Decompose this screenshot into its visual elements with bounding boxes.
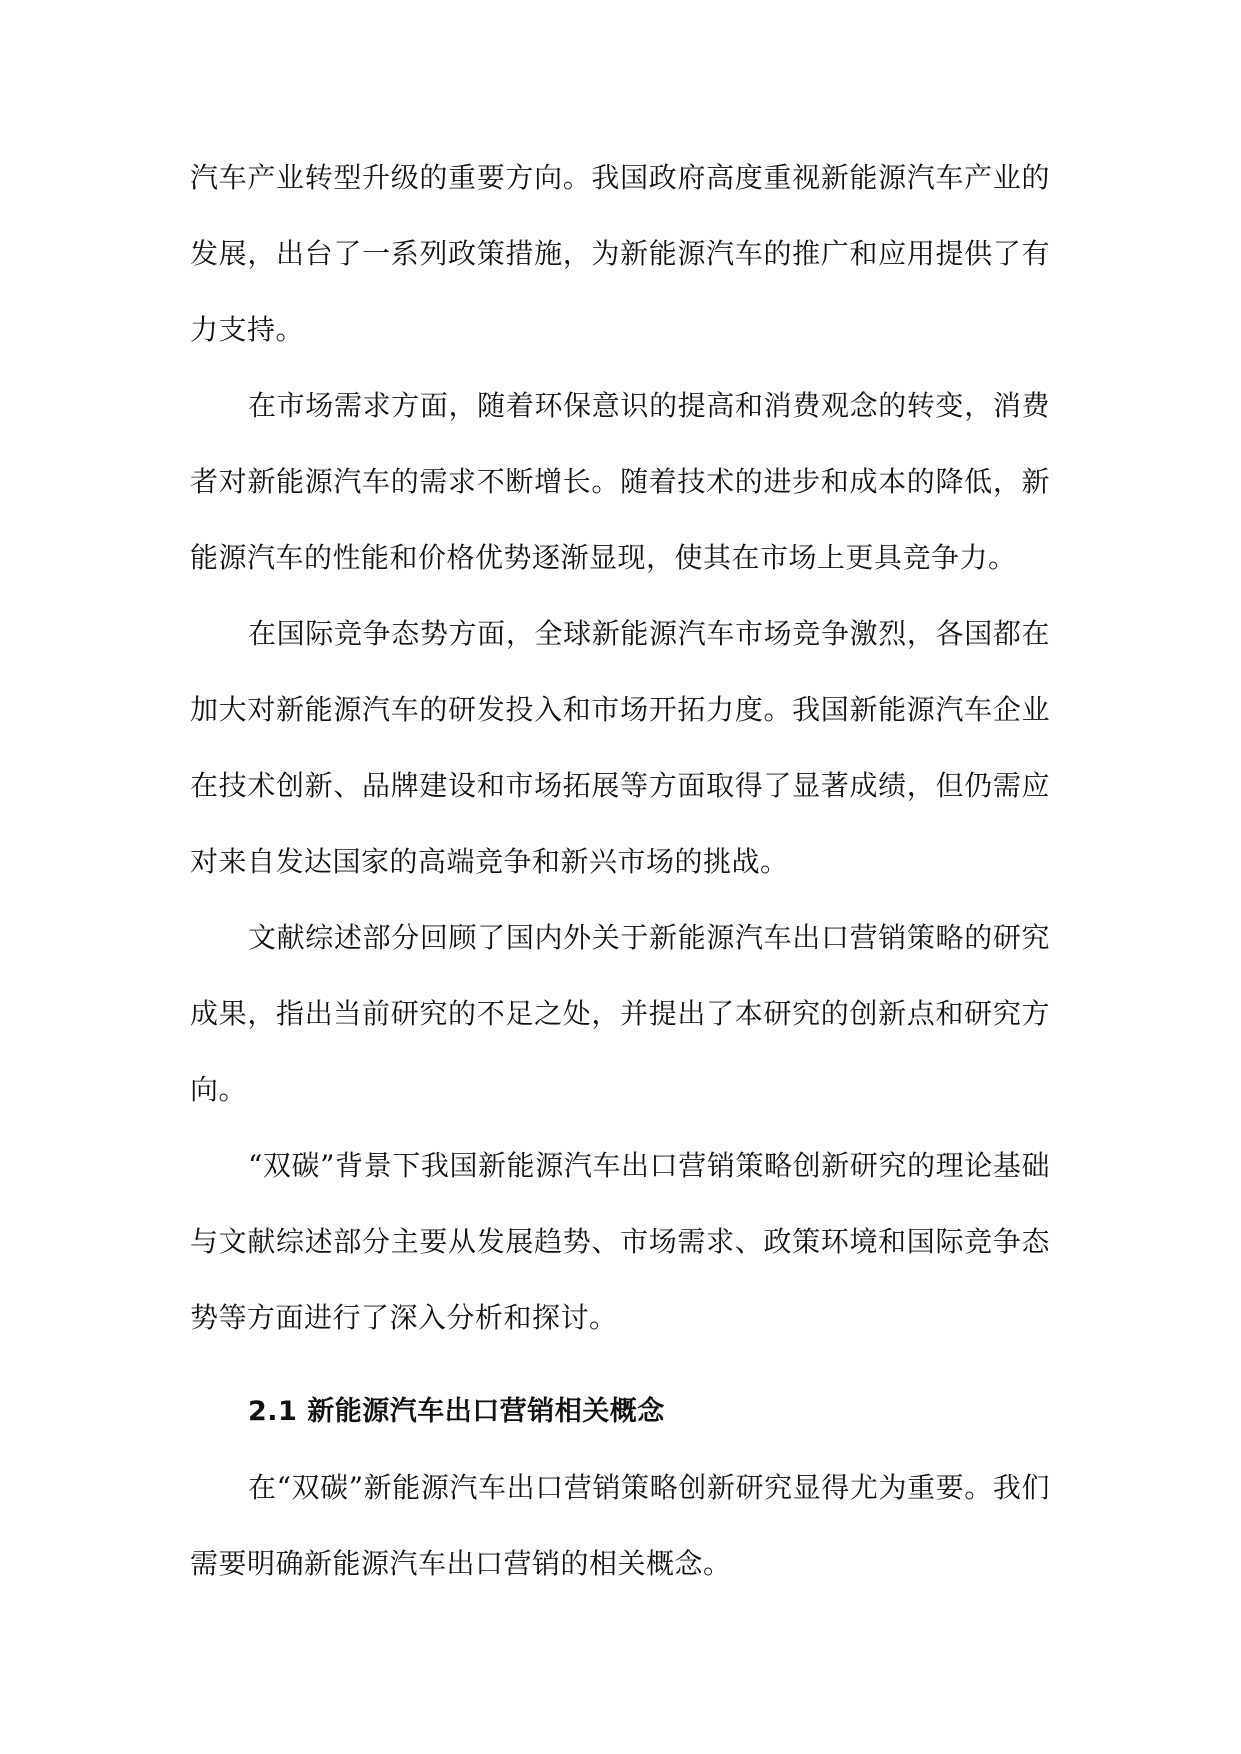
section-heading: 2.1 新能源汽车出口营销相关概念: [248, 1396, 665, 1427]
document-body: [190, 140, 1050, 1602]
paragraph-section-intro: 在“双碳”新能源汽车出口营销策略创新研究显得尤为重要。我们需要明确新能源汽车出口营销的相关概念。: [190, 1471, 1050, 1580]
paragraph-international-competition: 在国际竞争态势方面，全球新能源汽车市场竞争激烈，各国都在加大对新能源汽车的研发投入和市场开拓力度。我国新能源汽车企业在技术创新、品牌建设和市场拓展等方面取得了显著成绩，但仍需应对来自发达国家的高端竞争和新兴市场的挑战。: [190, 617, 1050, 878]
paragraph-continuation: 汽车产业转型升级的重要方向。我国政府高度重视新能源汽车产业的发展，出台了一系列政策措施，为新能源汽车的推广和应用提供了有力支持。: [190, 161, 1050, 346]
paragraph-summary: “双碳”背景下我国新能源汽车出口营销策略创新研究的理论基础与文献综述部分主要从发展趋势、市场需求、政策环境和国际竞争态势等方面进行了深入分析和探讨。: [190, 1149, 1050, 1334]
paragraph-literature-review: 文献综述部分回顾了国内外关于新能源汽车出口营销策略的研究成果，指出当前研究的不足之处，并提出了本研究的创新点和研究方向。: [190, 921, 1050, 1106]
paragraph-market-demand: 在市场需求方面，随着环保意识的提高和消费观念的转变，消费者对新能源汽车的需求不断增长。随着技术的进步和成本的降低，新能源汽车的性能和价格优势逐渐显现，使其在市场上更具竞争力。: [190, 389, 1050, 574]
